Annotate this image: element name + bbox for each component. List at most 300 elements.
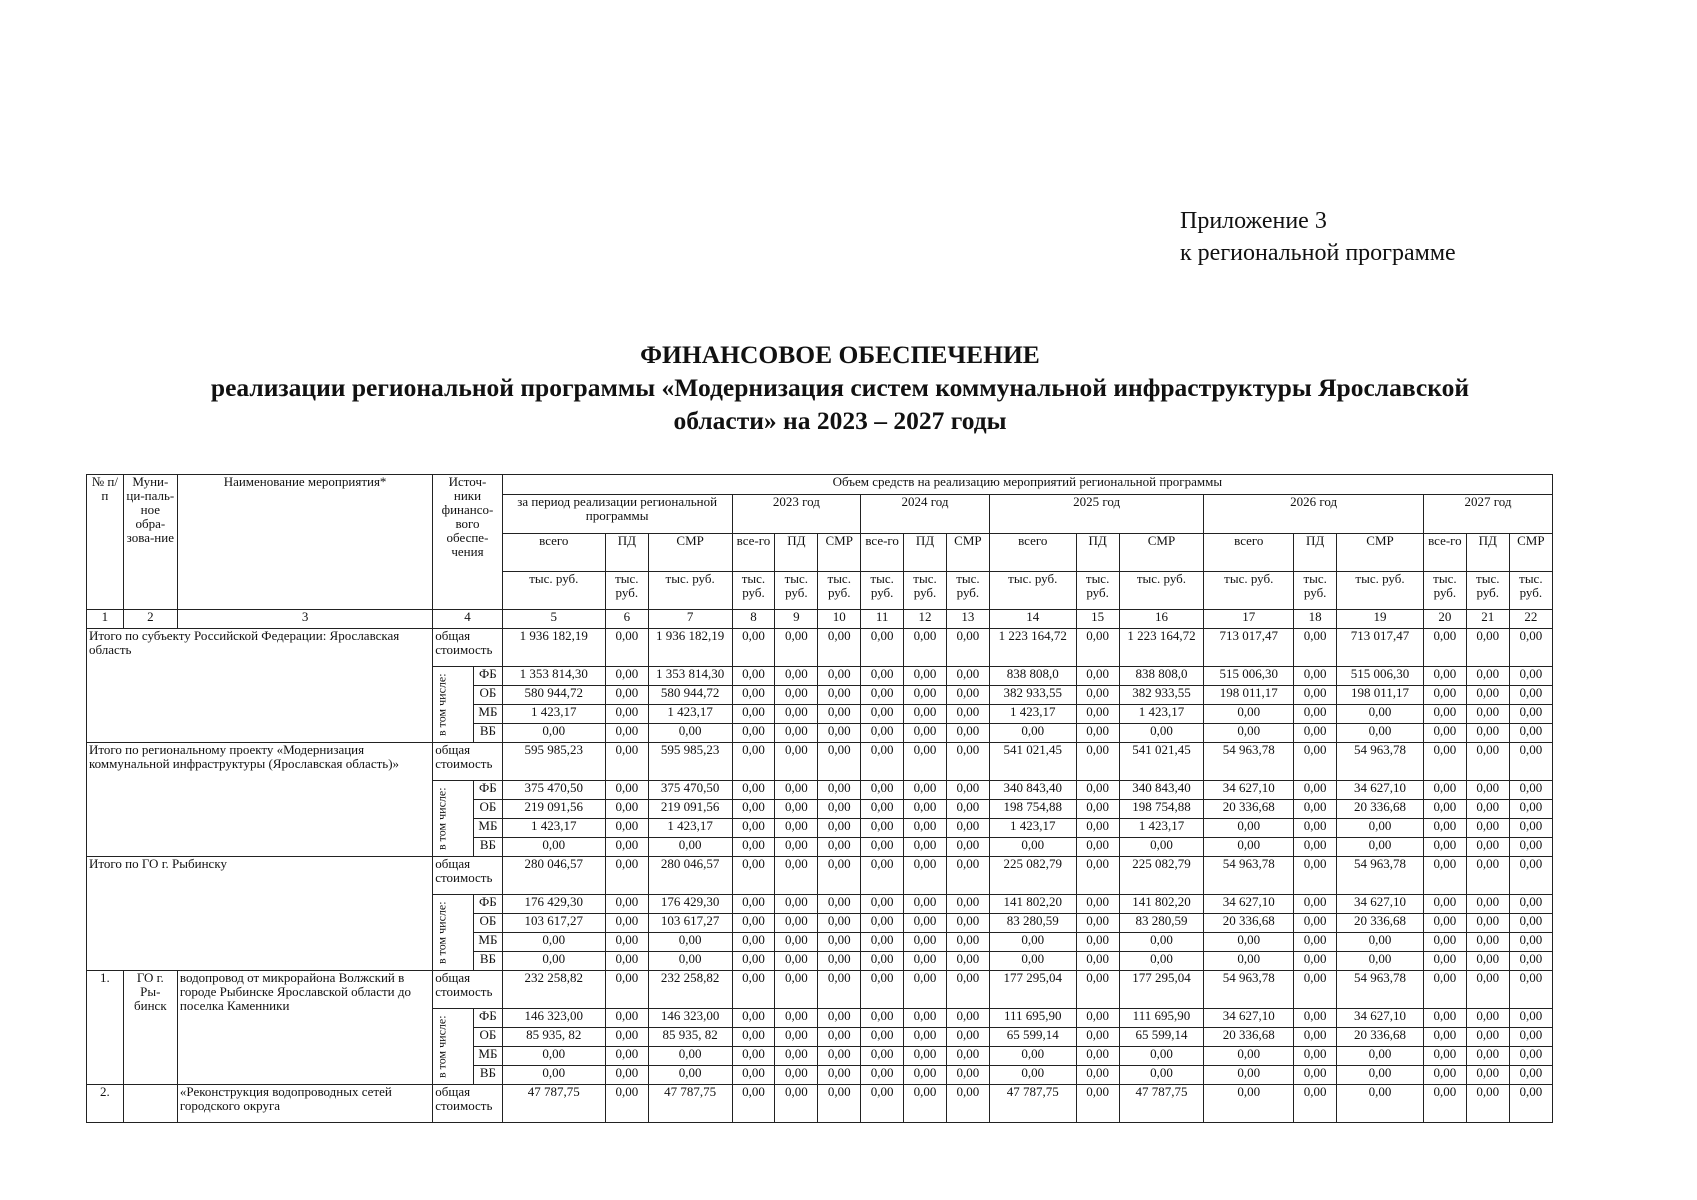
header-2026: 2026 год: [1204, 495, 1424, 534]
value-cell: 0,00: [989, 1047, 1076, 1066]
value-cell: 0,00: [861, 724, 904, 743]
column-number: 13: [946, 610, 989, 629]
value-cell: 0,00: [1509, 1047, 1552, 1066]
header-pd: ПД: [1466, 534, 1509, 572]
value-cell: 595 985,23: [648, 743, 732, 781]
value-cell: 0,00: [818, 971, 861, 1009]
column-number: 4: [433, 610, 502, 629]
column-number: 12: [904, 610, 947, 629]
column-number: 21: [1466, 610, 1509, 629]
value-cell: 0,00: [1076, 857, 1119, 895]
value-cell: 0,00: [732, 705, 775, 724]
column-number: 1: [87, 610, 124, 629]
column-number: 6: [605, 610, 648, 629]
value-cell: 0,00: [732, 895, 775, 914]
value-cell: 0,00: [1119, 1066, 1204, 1085]
value-cell: 0,00: [605, 819, 648, 838]
value-cell: 0,00: [861, 1085, 904, 1123]
value-cell: 85 935, 82: [502, 1028, 605, 1047]
value-cell: 0,00: [1509, 1085, 1552, 1123]
value-cell: 0,00: [1509, 819, 1552, 838]
value-cell: 1 936 182,19: [502, 629, 605, 667]
value-cell: 0,00: [605, 1066, 648, 1085]
value-cell: 0,00: [1466, 743, 1509, 781]
value-cell: 1 936 182,19: [648, 629, 732, 667]
value-cell: 0,00: [502, 1066, 605, 1085]
value-cell: 0,00: [1509, 1028, 1552, 1047]
value-cell: 0,00: [1509, 914, 1552, 933]
source-mb: МБ: [474, 1047, 503, 1066]
value-cell: 0,00: [861, 952, 904, 971]
value-cell: 0,00: [1294, 1047, 1337, 1066]
financing-table: [86, 474, 1553, 1123]
value-cell: 0,00: [946, 800, 989, 819]
value-cell: 0,00: [1337, 705, 1424, 724]
value-cell: 0,00: [1204, 1085, 1294, 1123]
value-cell: 713 017,47: [1204, 629, 1294, 667]
source-fb: ФБ: [474, 667, 503, 686]
value-cell: 0,00: [732, 914, 775, 933]
value-cell: 0,00: [775, 933, 818, 952]
value-cell: 0,00: [1509, 781, 1552, 800]
value-cell: 0,00: [818, 1066, 861, 1085]
value-cell: 0,00: [1509, 933, 1552, 952]
value-cell: 0,00: [1466, 781, 1509, 800]
header-pd: ПД: [775, 534, 818, 572]
value-cell: 0,00: [605, 952, 648, 971]
value-cell: 0,00: [904, 819, 947, 838]
row-title: Итого по ГО г. Рыбинску: [87, 857, 433, 971]
including-label: в том числе:: [433, 781, 474, 857]
value-cell: 176 429,30: [648, 895, 732, 914]
value-cell: 0,00: [1423, 1047, 1466, 1066]
value-cell: 0,00: [1423, 1028, 1466, 1047]
value-cell: 0,00: [1076, 1028, 1119, 1047]
source-total: общая стоимость: [433, 629, 502, 667]
value-cell: 0,00: [1119, 952, 1204, 971]
value-cell: 83 280,59: [1119, 914, 1204, 933]
value-cell: 595 985,23: [502, 743, 605, 781]
value-cell: 0,00: [1423, 857, 1466, 895]
value-cell: 0,00: [818, 724, 861, 743]
value-cell: 0,00: [605, 895, 648, 914]
value-cell: 0,00: [775, 1085, 818, 1123]
column-number: 5: [502, 610, 605, 629]
value-cell: 0,00: [1337, 1047, 1424, 1066]
table-row: [87, 1085, 1553, 1123]
value-cell: 0,00: [1423, 1009, 1466, 1028]
value-cell: 0,00: [989, 933, 1076, 952]
value-cell: 0,00: [1509, 971, 1552, 1009]
title-line-3: области» на 2023 – 2027 годы: [673, 406, 1007, 435]
value-cell: 0,00: [1204, 819, 1294, 838]
value-cell: 0,00: [732, 800, 775, 819]
value-cell: 0,00: [775, 895, 818, 914]
value-cell: 0,00: [946, 686, 989, 705]
value-cell: 176 429,30: [502, 895, 605, 914]
source-mb: МБ: [474, 705, 503, 724]
value-cell: 0,00: [605, 914, 648, 933]
value-cell: 0,00: [775, 1066, 818, 1085]
value-cell: 0,00: [775, 781, 818, 800]
value-cell: 146 323,00: [502, 1009, 605, 1028]
header-pd: ПД: [1076, 534, 1119, 572]
value-cell: 0,00: [1423, 705, 1466, 724]
value-cell: 83 280,59: [989, 914, 1076, 933]
value-cell: 0,00: [861, 838, 904, 857]
value-cell: 47 787,75: [648, 1085, 732, 1123]
value-cell: 0,00: [775, 705, 818, 724]
value-cell: 0,00: [1076, 800, 1119, 819]
value-cell: 0,00: [1076, 629, 1119, 667]
value-cell: 0,00: [1294, 781, 1337, 800]
value-cell: 0,00: [1076, 1047, 1119, 1066]
value-cell: 54 963,78: [1337, 857, 1424, 895]
value-cell: 0,00: [1119, 1047, 1204, 1066]
value-cell: 0,00: [1204, 1066, 1294, 1085]
column-number: 15: [1076, 610, 1119, 629]
including-label: в том числе:: [433, 667, 474, 743]
value-cell: 0,00: [1076, 667, 1119, 686]
value-cell: 0,00: [732, 933, 775, 952]
row-number: 1.: [87, 971, 124, 1085]
value-cell: 0,00: [775, 1009, 818, 1028]
value-cell: 0,00: [1466, 705, 1509, 724]
value-cell: 0,00: [818, 1085, 861, 1123]
value-cell: 0,00: [1466, 1028, 1509, 1047]
header-unit: тыс. руб.: [1423, 572, 1466, 610]
value-cell: 0,00: [1337, 819, 1424, 838]
value-cell: 0,00: [861, 667, 904, 686]
value-cell: 515 006,30: [1204, 667, 1294, 686]
value-cell: 0,00: [946, 838, 989, 857]
value-cell: 1 223 164,72: [989, 629, 1076, 667]
column-number: 2: [123, 610, 177, 629]
value-cell: 0,00: [502, 1047, 605, 1066]
value-cell: 0,00: [904, 705, 947, 724]
value-cell: 232 258,82: [502, 971, 605, 1009]
source-vb: ВБ: [474, 1066, 503, 1085]
value-cell: 0,00: [1204, 1047, 1294, 1066]
column-number: 22: [1509, 610, 1552, 629]
value-cell: 0,00: [1423, 914, 1466, 933]
value-cell: 20 336,68: [1204, 800, 1294, 819]
value-cell: 0,00: [502, 952, 605, 971]
row-title: водопровод от микрорайона Волжский в городе Рыбинске Ярославской области до поселка Каменники: [177, 971, 432, 1085]
header-vsego: все-го: [732, 534, 775, 572]
value-cell: 0,00: [818, 1047, 861, 1066]
value-cell: 0,00: [904, 1009, 947, 1028]
value-cell: 0,00: [1423, 743, 1466, 781]
value-cell: 0,00: [1076, 686, 1119, 705]
column-number: 11: [861, 610, 904, 629]
value-cell: 0,00: [605, 686, 648, 705]
value-cell: 0,00: [1466, 933, 1509, 952]
value-cell: 0,00: [775, 686, 818, 705]
value-cell: 0,00: [605, 1028, 648, 1047]
row-title: Итого по субъекту Российской Федерации: Ярославская область: [87, 629, 433, 743]
value-cell: 0,00: [732, 724, 775, 743]
value-cell: 0,00: [861, 933, 904, 952]
value-cell: 0,00: [1466, 857, 1509, 895]
value-cell: 0,00: [605, 838, 648, 857]
value-cell: 0,00: [1076, 952, 1119, 971]
value-cell: 0,00: [1294, 971, 1337, 1009]
value-cell: 1 223 164,72: [1119, 629, 1204, 667]
value-cell: 0,00: [648, 1066, 732, 1085]
value-cell: 1 423,17: [1119, 705, 1204, 724]
value-cell: 0,00: [605, 724, 648, 743]
appendix-line-1: Приложение 3: [1180, 208, 1327, 234]
value-cell: 103 617,27: [502, 914, 605, 933]
value-cell: 85 935, 82: [648, 1028, 732, 1047]
value-cell: 0,00: [946, 705, 989, 724]
value-cell: 0,00: [1294, 1085, 1337, 1123]
title-line-1: ФИНАНСОВОЕ ОБЕСПЕЧЕНИЕ: [640, 340, 1040, 369]
value-cell: 541 021,45: [1119, 743, 1204, 781]
source-total: общая стоимость: [433, 1085, 502, 1123]
value-cell: 0,00: [861, 971, 904, 1009]
header-unit: тыс. руб.: [732, 572, 775, 610]
value-cell: 0,00: [904, 1085, 947, 1123]
value-cell: 0,00: [861, 743, 904, 781]
value-cell: 0,00: [732, 781, 775, 800]
value-cell: 0,00: [605, 933, 648, 952]
header-unit: тыс. руб.: [605, 572, 648, 610]
value-cell: 0,00: [946, 857, 989, 895]
value-cell: 34 627,10: [1204, 1009, 1294, 1028]
value-cell: 340 843,40: [989, 781, 1076, 800]
value-cell: 0,00: [904, 667, 947, 686]
value-cell: 198 011,17: [1204, 686, 1294, 705]
value-cell: 0,00: [818, 705, 861, 724]
header-2027: 2027 год: [1423, 495, 1552, 534]
value-cell: 20 336,68: [1204, 1028, 1294, 1047]
value-cell: 0,00: [818, 1028, 861, 1047]
value-cell: 0,00: [818, 800, 861, 819]
value-cell: 0,00: [775, 971, 818, 1009]
header-unit: тыс. руб.: [1337, 572, 1424, 610]
value-cell: 0,00: [818, 1009, 861, 1028]
value-cell: 0,00: [732, 629, 775, 667]
value-cell: 0,00: [904, 933, 947, 952]
value-cell: 0,00: [1466, 1009, 1509, 1028]
value-cell: 0,00: [946, 933, 989, 952]
value-cell: 0,00: [946, 1009, 989, 1028]
value-cell: 34 627,10: [1337, 895, 1424, 914]
value-cell: 0,00: [1423, 629, 1466, 667]
value-cell: 0,00: [904, 743, 947, 781]
column-number: 16: [1119, 610, 1204, 629]
header-unit: тыс. руб.: [648, 572, 732, 610]
value-cell: 0,00: [1423, 1066, 1466, 1085]
value-cell: 1 353 814,30: [502, 667, 605, 686]
value-cell: 0,00: [818, 781, 861, 800]
value-cell: 232 258,82: [648, 971, 732, 1009]
value-cell: 0,00: [904, 781, 947, 800]
value-cell: 0,00: [861, 686, 904, 705]
value-cell: 0,00: [1119, 838, 1204, 857]
value-cell: 0,00: [1294, 819, 1337, 838]
row-title: Итого по региональному проекту «Модернизация коммунальной инфраструктуры (Ярославская область)»: [87, 743, 433, 857]
value-cell: 1 423,17: [502, 819, 605, 838]
value-cell: 219 091,56: [502, 800, 605, 819]
source-fb: ФБ: [474, 1009, 503, 1028]
value-cell: 0,00: [989, 952, 1076, 971]
row-title: «Реконструкция водопроводных сетей городского округа: [177, 1085, 432, 1123]
value-cell: 0,00: [1337, 724, 1424, 743]
value-cell: 0,00: [1294, 933, 1337, 952]
value-cell: 0,00: [648, 724, 732, 743]
source-ob: ОБ: [474, 1028, 503, 1047]
value-cell: 0,00: [732, 1066, 775, 1085]
value-cell: 0,00: [946, 1066, 989, 1085]
header-smr: СМР: [946, 534, 989, 572]
value-cell: 219 091,56: [648, 800, 732, 819]
value-cell: 0,00: [502, 838, 605, 857]
header-unit: тыс. руб.: [1076, 572, 1119, 610]
appendix-line-2: к региональной программе: [1180, 240, 1456, 266]
value-cell: 0,00: [1466, 1085, 1509, 1123]
value-cell: 0,00: [946, 971, 989, 1009]
value-cell: 0,00: [1076, 819, 1119, 838]
value-cell: 0,00: [648, 838, 732, 857]
header-smr: СМР: [648, 534, 732, 572]
value-cell: 0,00: [1076, 781, 1119, 800]
value-cell: 0,00: [1466, 971, 1509, 1009]
value-cell: 0,00: [1294, 800, 1337, 819]
value-cell: 0,00: [1423, 819, 1466, 838]
source-total: общая стоимость: [433, 971, 502, 1009]
value-cell: 0,00: [1294, 667, 1337, 686]
value-cell: 0,00: [904, 1028, 947, 1047]
header-unit: тыс. руб.: [1509, 572, 1552, 610]
value-cell: 0,00: [1204, 838, 1294, 857]
value-cell: 0,00: [1423, 933, 1466, 952]
source-vb: ВБ: [474, 724, 503, 743]
value-cell: 1 423,17: [648, 819, 732, 838]
value-cell: 0,00: [861, 914, 904, 933]
value-cell: 0,00: [861, 781, 904, 800]
source-ob: ОБ: [474, 914, 503, 933]
value-cell: 0,00: [1337, 838, 1424, 857]
value-cell: 0,00: [818, 838, 861, 857]
value-cell: 0,00: [1423, 952, 1466, 971]
value-cell: 0,00: [1466, 724, 1509, 743]
value-cell: 0,00: [1076, 705, 1119, 724]
appendix-note: [1180, 205, 1456, 269]
value-cell: 0,00: [904, 1066, 947, 1085]
value-cell: 0,00: [1466, 895, 1509, 914]
header-period: за период реализации региональной программы: [502, 495, 732, 534]
value-cell: 54 963,78: [1204, 743, 1294, 781]
header-vsego: все-го: [1423, 534, 1466, 572]
value-cell: 0,00: [946, 743, 989, 781]
value-cell: 0,00: [1509, 857, 1552, 895]
header-unit: тыс. руб.: [1294, 572, 1337, 610]
value-cell: 1 423,17: [502, 705, 605, 724]
value-cell: 0,00: [732, 857, 775, 895]
value-cell: 0,00: [1294, 743, 1337, 781]
value-cell: 0,00: [605, 1009, 648, 1028]
header-pd: ПД: [1294, 534, 1337, 572]
value-cell: 0,00: [904, 952, 947, 971]
value-cell: 0,00: [775, 914, 818, 933]
value-cell: 0,00: [775, 857, 818, 895]
value-cell: 0,00: [818, 629, 861, 667]
value-cell: 0,00: [1294, 1009, 1337, 1028]
header-smr: СМР: [1119, 534, 1204, 572]
value-cell: 0,00: [732, 743, 775, 781]
header-volume: Объем средств на реализацию мероприятий региональной программы: [502, 475, 1552, 495]
header-vsego: всего: [502, 534, 605, 572]
source-ob: ОБ: [474, 800, 503, 819]
value-cell: 0,00: [861, 1066, 904, 1085]
value-cell: 141 802,20: [989, 895, 1076, 914]
value-cell: 0,00: [732, 1028, 775, 1047]
value-cell: 54 963,78: [1204, 971, 1294, 1009]
value-cell: 0,00: [605, 1047, 648, 1066]
value-cell: 0,00: [1423, 686, 1466, 705]
column-number: 3: [177, 610, 432, 629]
value-cell: 0,00: [732, 1009, 775, 1028]
value-cell: 838 808,0: [1119, 667, 1204, 686]
row-municipality: ГО г. Ры-бинск: [123, 971, 177, 1085]
value-cell: 0,00: [861, 819, 904, 838]
value-cell: 0,00: [1509, 895, 1552, 914]
value-cell: 0,00: [861, 1047, 904, 1066]
title-line-2: реализации региональной программы «Модернизация систем коммунальной инфраструктуры Ярославской: [210, 373, 1470, 402]
value-cell: 0,00: [1076, 1009, 1119, 1028]
including-label: в том числе:: [433, 895, 474, 971]
value-cell: 0,00: [989, 838, 1076, 857]
value-cell: 0,00: [1423, 971, 1466, 1009]
value-cell: 0,00: [1466, 667, 1509, 686]
value-cell: 0,00: [904, 1047, 947, 1066]
value-cell: 177 295,04: [989, 971, 1076, 1009]
value-cell: 0,00: [861, 1009, 904, 1028]
header-smr: СМР: [1509, 534, 1552, 572]
value-cell: 0,00: [1337, 1085, 1424, 1123]
value-cell: 0,00: [775, 819, 818, 838]
value-cell: 0,00: [1509, 800, 1552, 819]
value-cell: 0,00: [1423, 781, 1466, 800]
value-cell: 280 046,57: [502, 857, 605, 895]
value-cell: 54 963,78: [1204, 857, 1294, 895]
value-cell: 0,00: [1509, 667, 1552, 686]
value-cell: 0,00: [1466, 1066, 1509, 1085]
value-cell: 0,00: [732, 667, 775, 686]
value-cell: 20 336,68: [1337, 1028, 1424, 1047]
value-cell: 146 323,00: [648, 1009, 732, 1028]
value-cell: 65 599,14: [989, 1028, 1076, 1047]
header-unit: тыс. руб.: [775, 572, 818, 610]
value-cell: 0,00: [904, 914, 947, 933]
header-unit: тыс. руб.: [904, 572, 947, 610]
value-cell: 34 627,10: [1204, 895, 1294, 914]
header-unit: тыс. руб.: [1466, 572, 1509, 610]
value-cell: 0,00: [775, 724, 818, 743]
value-cell: 0,00: [605, 800, 648, 819]
including-label: в том числе:: [433, 1009, 474, 1085]
column-number: 9: [775, 610, 818, 629]
value-cell: 0,00: [1423, 667, 1466, 686]
value-cell: 0,00: [1509, 743, 1552, 781]
value-cell: 1 423,17: [648, 705, 732, 724]
header-pd: ПД: [904, 534, 947, 572]
value-cell: 198 754,88: [1119, 800, 1204, 819]
value-cell: 0,00: [1294, 705, 1337, 724]
